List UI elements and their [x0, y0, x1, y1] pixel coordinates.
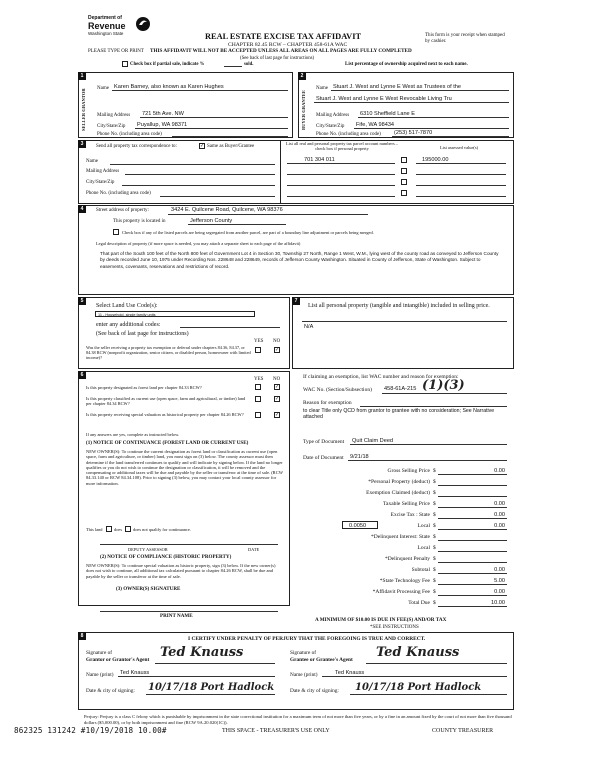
legal-description[interactable]: That part of the South 100 feet of the North 800 feet of Government Lot 4 in Section 30, Township 27 North, Range 1 West, W.M., lying west of the county road as conveyed to Jefferson County by deeds recorded June 10, 1975 under Recording Nos. 228648 and 228649, records of Jefferson County Washington. Situated in County of Jefferson, State of Washington. Subject to easements, covenants, reservations and restrictions of record. — [100, 251, 499, 269]
doc-type-value[interactable]: Quit Claim Deed — [352, 438, 394, 444]
see-back: (See back of last page for instructions) — [240, 56, 315, 61]
tax-line — [438, 562, 507, 563]
s6-q1-no[interactable]: ✓ — [275, 385, 280, 390]
exemption-intro: If claiming an exemption, list WAC number and reason for exemption: — [303, 374, 459, 380]
owner-signature-label: (3) OWNER(S) SIGNATURE — [116, 586, 181, 592]
local-rate-value: 0.0050 — [349, 523, 367, 529]
tax-dollar: $ — [433, 578, 436, 584]
tax-dollar: $ — [433, 567, 436, 573]
tax-row-label: *Personal Property (deduct) — [368, 479, 430, 485]
tax-line — [438, 540, 507, 541]
additional-codes-line[interactable] — [180, 327, 280, 328]
buyer-side-label: BUYER GRANTEE — [301, 90, 306, 130]
grantee-date-label: Date & city of signing: — [290, 688, 339, 694]
form-receipt: This form is your receipt when stamped by cashier. — [425, 33, 505, 44]
seller-name-line — [112, 90, 288, 91]
personal-property-value[interactable]: N/A — [304, 324, 314, 330]
form-title: REAL ESTATE EXCISE TAX AFFIDAVIT — [205, 32, 362, 41]
grantee-agent-label: Grantee or Grantee's Agent — [290, 657, 353, 663]
grantor-name-label: Name (print) — [86, 672, 114, 678]
parcel-pp-checkbox-4[interactable] — [401, 190, 407, 196]
wac-handwritten: (1)(3) — [422, 378, 465, 393]
partial-sale-pct[interactable] — [224, 62, 242, 67]
s5-see-back: (See back of last page for instructions) — [96, 331, 189, 337]
s6-no-header: NO — [273, 377, 281, 382]
s5-yes-header: YES — [254, 339, 264, 344]
grantee-name-value[interactable]: Ted Knauss — [335, 670, 365, 676]
street-line — [168, 214, 368, 215]
does-label: does — [114, 527, 123, 532]
same-as-buyer-checkbox[interactable]: ✓ — [200, 144, 205, 149]
located-label: This property is located in — [113, 219, 166, 224]
s5-no-header: NO — [273, 339, 281, 344]
dept-line3: Washington State — [88, 31, 124, 36]
seller-mailing-line — [140, 117, 288, 118]
s6-q3-no[interactable]: ✓ — [275, 413, 280, 418]
sold-label: sold. — [244, 62, 254, 67]
tax-row-label: Excise Tax : State — [390, 512, 430, 518]
section-1-number: 1 — [78, 72, 86, 80]
seller-phone-line[interactable] — [172, 136, 288, 137]
tax-row-label: *Delinquent Penalty — [384, 556, 430, 562]
buyer-name-value-1[interactable]: Stuart J. West and Lynne E West as Trustees of the — [333, 84, 461, 90]
buyer-phone-value[interactable]: (253) 517-7870 — [394, 130, 433, 136]
tax-row-value[interactable]: 0.00 — [494, 468, 505, 474]
grantor-signature[interactable]: Ted Knauss — [160, 645, 244, 660]
buyer-name-value-2[interactable]: Stuart J. West and Lynne E West Revocable Living Tru — [316, 96, 452, 102]
s3-phone-label: Phone No. (including area code) — [86, 191, 151, 196]
assessed-label: List assessed value(s) — [440, 145, 479, 150]
grantor-date-value[interactable]: 10/17/18 Port Hadlock — [148, 682, 275, 693]
seller-city-line — [135, 128, 288, 129]
s3-city-label: City/State/Zip — [86, 180, 115, 185]
seller-mailing-value[interactable]: 721 5th Ave. NW — [142, 111, 184, 117]
tax-row-value[interactable]: 0.00 — [494, 567, 505, 573]
send-correspondence-label: Send all property tax correspondence to: — [96, 144, 177, 149]
parcel-line-2 — [287, 174, 395, 175]
dor-logo — [88, 16, 158, 46]
dor-logo-icon — [135, 16, 151, 32]
treasurer-space-label: THIS SPACE - TREASURER'S USE ONLY — [222, 728, 330, 734]
tax-line — [438, 551, 507, 552]
same-as-buyer-label: Same as Buyer/Grantee — [207, 144, 255, 149]
land-does-label: This land — [86, 527, 103, 532]
s6-date-label: DATE — [248, 547, 260, 552]
wac-value[interactable]: 458-61A-215 — [384, 386, 417, 392]
s6-q1: Is this property designated as forest land per chapter 84.33 RCW? — [86, 385, 202, 390]
s3-name-label: Name — [86, 159, 98, 164]
reason-value[interactable]: to clear Title only QCD from grantor to grantee with no consideration; See Narrative attached — [303, 408, 495, 420]
grantor-name-line — [118, 676, 275, 677]
see-instructions: *SEE INSTRUCTIONS — [370, 625, 419, 630]
parcel-line-4 — [287, 196, 395, 197]
doc-date-value[interactable]: 9/21/18 — [350, 454, 369, 460]
tax-row-label: Taxable Selling Price — [383, 501, 430, 507]
segregated-label: Check box if any of the listed parcels are being segregated from another parcel, are part of a boundary line adjustment or parcels being merged. — [122, 230, 374, 235]
tax-row-label: *State Technology Fee — [379, 578, 430, 584]
doc-type-line — [350, 444, 507, 445]
section-2-number: 2 — [298, 72, 306, 80]
land-use-label: Select Land Use Code(s): — [96, 303, 158, 309]
land-use-select[interactable] — [95, 311, 255, 317]
county-treasurer-label: COUNTY TREASURER — [432, 728, 494, 734]
s3-mailing-label: Mailing Address — [86, 169, 120, 174]
tax-row-value[interactable]: 0.00 — [494, 512, 505, 518]
grantee-date-line — [350, 694, 507, 695]
buyer-phone-label: Phone No. (including area code) — [316, 132, 381, 137]
section-8-number: 8 — [78, 632, 86, 640]
does-not-label: does not qualify for continuance. — [133, 527, 191, 532]
minimum-due: A MINIMUM OF $10.00 IS DUE IN FEE(S) AND/OR TAX — [315, 617, 447, 623]
tax-dollar: $ — [433, 501, 436, 507]
please-type: PLEASE TYPE OR PRINT — [88, 49, 144, 54]
parcel-pp-checkbox-2[interactable] — [401, 168, 407, 174]
buyer-name-line-2 — [314, 102, 509, 103]
parcel-pp-checkbox-1[interactable] — [401, 157, 407, 163]
deputy-assessor-line[interactable] — [100, 544, 278, 545]
assessed-value[interactable]: 195000.00 — [422, 157, 449, 163]
tax-dollar: $ — [433, 600, 436, 606]
tax-row-label: Total Due — [408, 600, 430, 606]
buyer-city-value[interactable]: Fife, WA 98434 — [356, 122, 395, 128]
section-4-number: 4 — [78, 205, 86, 213]
s5-yes-checkbox[interactable] — [255, 347, 261, 353]
grantor-date-line — [146, 694, 275, 695]
grantee-name-label: Name (print) — [290, 672, 318, 678]
land-does-checkbox[interactable] — [106, 526, 112, 532]
grantor-name-value[interactable]: Ted Knauss — [120, 670, 150, 676]
buyer-name-label: Name — [316, 86, 328, 91]
buyer-phone-line — [392, 136, 509, 137]
tax-row-label: Exemption Claimed (deduct) — [366, 490, 430, 496]
seller-city-label: City/State/Zip — [97, 124, 126, 129]
tax-line — [438, 496, 507, 497]
dept-line1: Department of — [88, 15, 122, 21]
assessed-line-2 — [416, 174, 506, 175]
s6-q2-no[interactable]: ✓ — [275, 397, 280, 402]
grantee-name-line — [322, 676, 507, 677]
section-6-number: 6 — [78, 371, 86, 379]
land-does-not-checkbox[interactable] — [125, 526, 131, 532]
segregated-checkbox[interactable] — [113, 229, 119, 235]
tax-dollar: $ — [433, 545, 436, 551]
treasurer-stamp: 862325 131242 #10/19/2018 10.00# — [14, 726, 167, 735]
tax-dollar: $ — [433, 534, 436, 540]
tax-row-value[interactable]: 0.00 — [494, 501, 505, 507]
partial-sale-label: Check box if partial sale, indicate % — [130, 62, 205, 67]
reason-label: Reason for exemption — [303, 400, 352, 406]
street-value[interactable]: 3424 E. Quilcene Road, Quilcene, WA 98376 — [171, 207, 283, 213]
grantor-sig-line — [155, 663, 275, 664]
county-value[interactable]: Jefferson County — [190, 218, 233, 224]
tax-dollar: $ — [433, 512, 436, 518]
tax-row-label: *Affidavit Processing Fee — [372, 589, 430, 595]
grantee-date-value[interactable]: 10/17/18 Port Hadlock — [355, 682, 482, 693]
buyer-city-line — [354, 128, 509, 129]
parcel-line-1 — [287, 163, 395, 164]
personal-property-line — [302, 321, 507, 322]
print-name-line[interactable] — [100, 611, 278, 612]
tax-dollar: $ — [433, 479, 436, 485]
s6-q3-yes[interactable] — [255, 412, 261, 418]
tax-dollar: $ — [433, 490, 436, 496]
s3-city-line[interactable] — [122, 185, 275, 186]
tax-row-value[interactable]: 0.00 — [494, 589, 505, 595]
grantee-signature[interactable]: Ted Knauss — [376, 645, 460, 660]
grantee-sig-of: Signature of — [290, 650, 317, 656]
tax-dollar: $ — [433, 523, 436, 529]
s6-yes-header: YES — [254, 377, 264, 382]
parcel-pp-checkbox-3[interactable] — [401, 179, 407, 185]
dept-line2: Revenue — [88, 21, 126, 31]
seller-phone-label: Phone No. (including area code) — [97, 132, 162, 137]
print-name-label: PRINT NAME — [160, 613, 193, 619]
seller-side-label: SELLER GRANTOR — [81, 88, 86, 132]
buyer-city-label: City/State/Zip — [316, 124, 345, 129]
parcel-list-label: List all real and personal property tax parcel account numbers – check box if personal property — [286, 141, 398, 152]
partial-sale-checkbox[interactable] — [122, 61, 128, 67]
tax-row-value[interactable]: 0.00 — [494, 523, 505, 529]
seller-name-value[interactable]: Karen Barney, also known as Karen Hughes — [114, 84, 224, 90]
s3-mailing-line[interactable] — [125, 174, 275, 175]
legal-label: Legal description of property (if more space is needed, you may attach a separate sheet to each page of the affidavit) — [96, 241, 301, 246]
s3-name-line[interactable] — [110, 164, 275, 165]
section-5-number: 5 — [78, 297, 86, 305]
tax-line — [438, 485, 507, 486]
s6-if-yes: If any answers are yes, complete as instructed below. — [86, 432, 180, 437]
parcel-number[interactable]: 701 304 011 — [304, 157, 335, 163]
tax-row-label: Local — [417, 545, 430, 551]
tax-row-label: Subtotal — [411, 567, 430, 573]
notice1-text: NEW OWNER(S): To continue the current designation as forest land or classification as current use (open space, farm and agriculture, or timber) land, you must sign on (3) below. The county assessor must then determine if the land transferred continues to qualify and will indicate by signing below. If the land no longer qualifies or you do not wish to continue the designation or classification, it will be removed and the compensating or additional taxes will be due and payable by the seller or transferor at the time of sale. (RCW 84.33.140 or RCW 84.34.108). Prior to signing (3) below, you may contact your local county assessor for more information. — [86, 449, 283, 486]
grantor-agent-label: Grantor or Grantor's Agent — [86, 657, 150, 663]
s3-phone-line[interactable] — [160, 196, 275, 197]
notice2-title: (2) NOTICE OF COMPLIANCE (HISTORIC PROPERTY) — [100, 554, 232, 560]
doc-type-label: Type of Document — [303, 439, 345, 445]
buyer-mailing-label: Mailing Address — [316, 113, 350, 118]
section-3-number: 3 — [78, 140, 86, 148]
notice2-text: NEW OWNER(S): To continue special valuation as historic property, sign (3) below. If the new owner(s) does not wish to continue, all additional tax calculated pursuant to chapter 84.26 RCW, shall be due and payable by the seller or transferor at the time of sale. — [86, 563, 276, 579]
county-line — [188, 224, 286, 225]
seller-city-value[interactable]: Puyallup, WA 98371 — [137, 122, 188, 128]
s6-q2: Is this property classified as current use (open space, farm and agricultural, or timber) land per chapter 84.34 RCW? — [86, 396, 246, 407]
personal-property-label: List all personal property (tangible and intangible) included in selling price. — [308, 303, 490, 309]
land-use-select-value: 11 - Household, single family units — [98, 312, 156, 317]
notice1-title: (1) NOTICE OF CONTINUANCE (FOREST LAND OR CURRENT USE) — [86, 440, 249, 446]
buyer-mailing-line — [358, 117, 509, 118]
deputy-assessor-label: DEPUTY ASSESSOR — [128, 547, 168, 552]
tax-dollar: $ — [433, 468, 436, 474]
s6-q2-yes[interactable] — [255, 396, 261, 402]
list-pct-label: List percentage of ownership acquired next to each name. — [345, 62, 468, 67]
doc-date-label: Date of Document — [303, 455, 344, 461]
grantee-sig-line — [366, 663, 507, 664]
grantor-sig-of: Signature of — [86, 650, 113, 656]
parcel-line-3 — [287, 185, 395, 186]
section-3-divider — [280, 140, 281, 204]
tax-row-label: Gross Selling Price — [387, 468, 430, 474]
grantor-date-label: Date & city of signing: — [86, 688, 135, 694]
assessed-line-4 — [416, 196, 506, 197]
seller-name-label: Name — [97, 86, 109, 91]
additional-codes-label: enter any additional codes: — [96, 322, 161, 328]
wac-line — [382, 393, 507, 394]
s6-q1-yes[interactable] — [255, 384, 261, 390]
tax-dollar: $ — [433, 589, 436, 595]
assessed-line-1 — [416, 163, 506, 164]
buyer-mailing-value[interactable]: 6310 Sheffield Lane E — [360, 111, 415, 117]
perjury-text: Perjury: Perjury is a class C felony which is punishable by imprisonment in the state correctional institution for a maximum term of not more than five years, or by a fine in an amount fixed by the court of not more than five thousand dollars ($5,000.00), or by both imprisonment and fine (RCW 9A.20.020(1C)). — [84, 714, 512, 725]
street-label: Street address of property: — [96, 208, 149, 213]
tax-row-label: *Delinquent Interest: State — [371, 534, 430, 540]
doc-date-line — [348, 460, 507, 461]
seller-mailing-label: Mailing Address — [97, 113, 131, 118]
s5-question: Was the seller receiving a property tax exemption or deferral under chapters 84.36, 84.37, or 84.38 RCW (nonprofit organization, senior citizen, or disabled person, homeowner with limited income)? — [86, 345, 251, 360]
tax-row-value[interactable]: 10.00 — [491, 600, 505, 606]
certify-label: I CERTIFY UNDER PENALTY OF PERJURY THAT THE FOREGOING IS TRUE AND CORRECT. — [188, 636, 426, 642]
s5-no-checkbox[interactable]: ✓ — [275, 348, 280, 353]
buyer-name-line-1 — [331, 90, 509, 91]
assessed-line-3 — [416, 185, 506, 186]
tax-dollar: $ — [433, 556, 436, 562]
tax-row-value[interactable]: 5.00 — [494, 578, 505, 584]
form-chapter: CHAPTER 82.45 RCW – CHAPTER 458-61A WAC — [228, 42, 348, 48]
wac-label: WAC No. (Section/Subsection) — [303, 387, 372, 393]
section-7-number: 7 — [292, 297, 300, 305]
reason-line — [360, 406, 507, 407]
tax-row-label: Local — [417, 523, 430, 529]
s6-q3: Is this property receiving special valuation as historical property per chapter 84.26 RCW? — [86, 412, 244, 417]
form-warning: THIS AFFIDAVIT WILL NOT BE ACCEPTED UNLESS ALL AREAS ON ALL PAGES ARE FULLY COMPLETED — [150, 48, 412, 54]
